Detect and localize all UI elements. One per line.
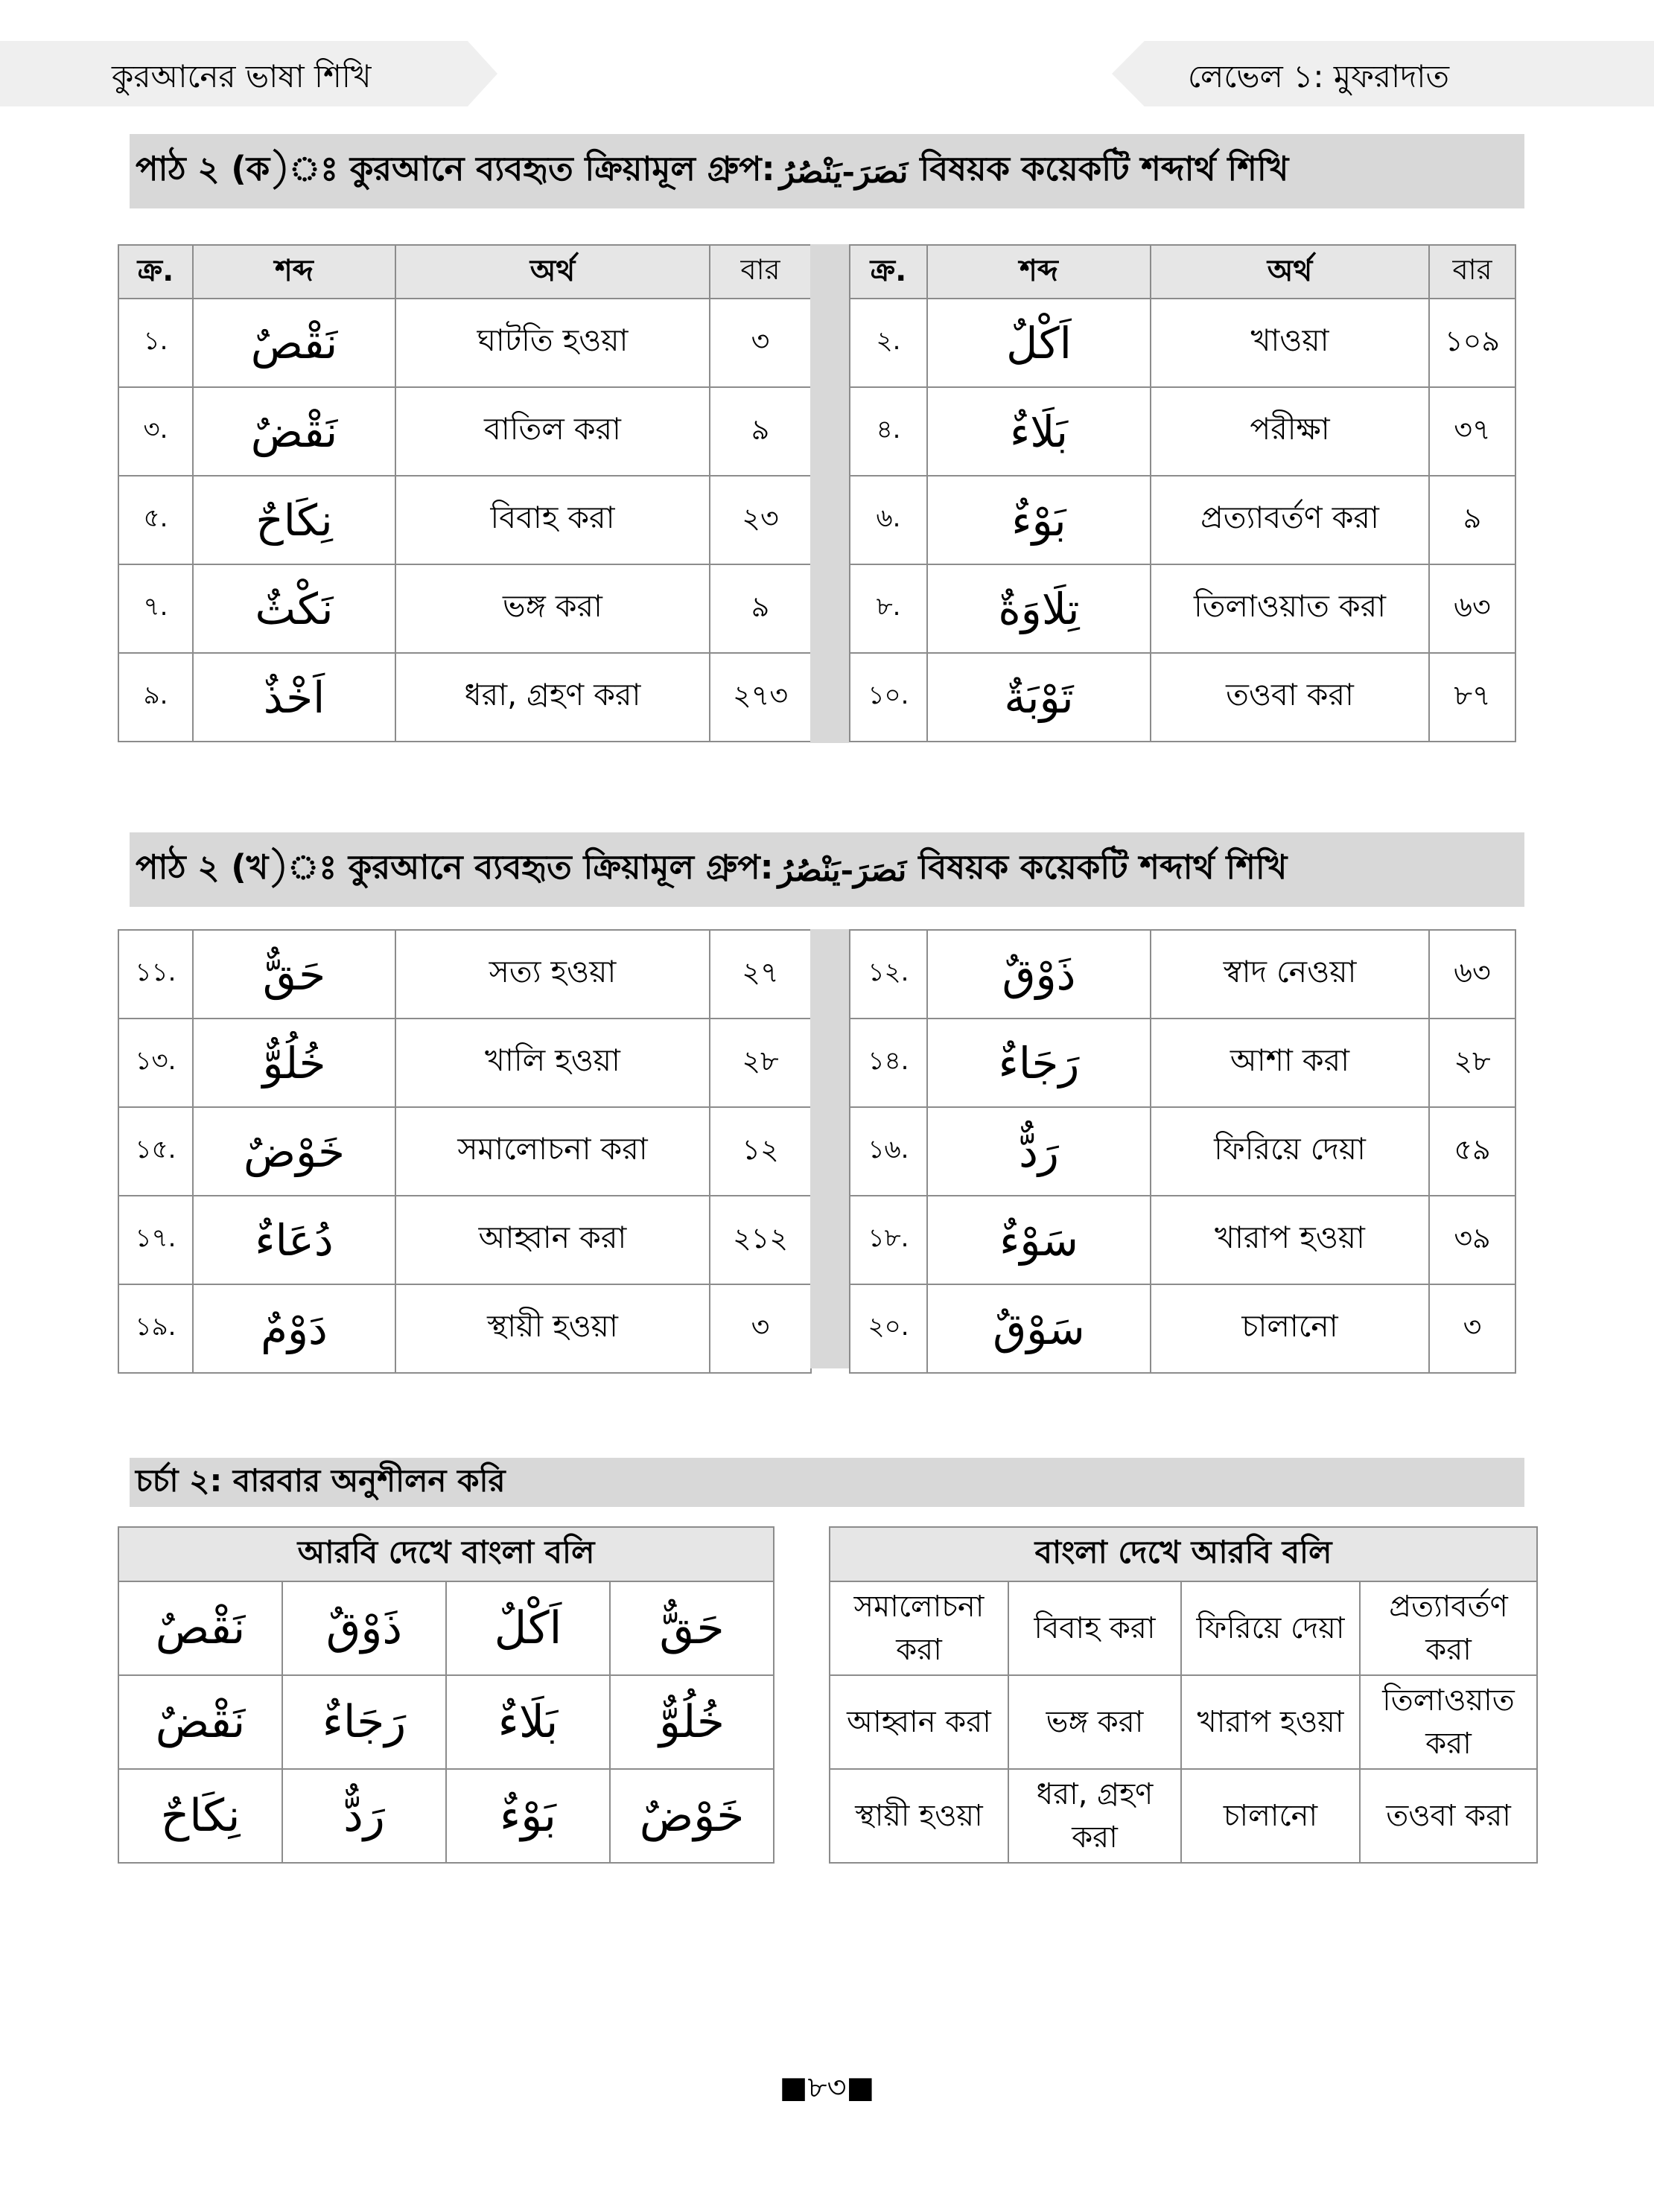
practice-bangla-meaning: আহ্বান করা	[830, 1675, 1008, 1769]
col-word-header: শব্দ	[927, 245, 1151, 299]
table-row	[850, 387, 1515, 476]
bangla-meaning: সত্য হওয়া	[395, 930, 710, 1019]
section-a-title-suffix: বিষয়ক কয়েকটি শব্দার্থ শিখি	[920, 148, 1289, 188]
occurrence-count: ৬৩	[1429, 930, 1515, 1019]
arabic-word: بَوْءٌ	[927, 476, 1151, 564]
arabic-word: تَوْبَةٌ	[927, 653, 1151, 742]
bangla-meaning: খারাপ হওয়া	[1151, 1196, 1429, 1284]
arabic-to-bangla-heading: আরবি দেখে বাংলা বলি	[118, 1527, 774, 1581]
occurrence-count: ২৮	[710, 1019, 811, 1107]
table-row	[850, 564, 1515, 653]
practice-arabic-word: حَقٌّ	[610, 1581, 774, 1675]
arabic-word: اَخْذٌ	[193, 653, 395, 742]
serial-number: ৩.	[118, 387, 193, 476]
table-row	[850, 1107, 1515, 1196]
occurrence-count: ৩৭	[1429, 387, 1515, 476]
occurrence-count: ২১২	[710, 1196, 811, 1284]
table-row	[850, 930, 1515, 1019]
practice-bangla-meaning: সমালোচনা করা	[830, 1581, 1008, 1675]
practice-bangla-meaning: তওবা করা	[1360, 1769, 1537, 1863]
practice-arabic-word: اَكْلٌ	[446, 1581, 610, 1675]
occurrence-count: ৮৭	[1429, 653, 1515, 742]
serial-number: ৪.	[850, 387, 927, 476]
arabic-word: بَلَاءٌ	[927, 387, 1151, 476]
section-b-right-table	[849, 929, 1516, 1374]
bangla-meaning: ফিরিয়ে দেয়া	[1151, 1107, 1429, 1196]
occurrence-count: ২৮	[1429, 1019, 1515, 1107]
table-row	[118, 1581, 774, 1675]
bangla-meaning: বাতিল করা	[395, 387, 710, 476]
page-number: ■৮৩■	[779, 2071, 875, 2105]
table-row	[830, 1581, 1537, 1675]
practice-bangla-meaning: ফিরিয়ে দেয়া	[1181, 1581, 1360, 1675]
practice-bangla-meaning: ধরা, গ্রহণ করা	[1008, 1769, 1181, 1863]
occurrence-count: ১২	[710, 1107, 811, 1196]
table-row	[850, 1284, 1515, 1373]
level-title: লেভেল ১: মুফরাদাত	[1188, 58, 1449, 95]
arabic-word: رَدٌّ	[927, 1107, 1151, 1196]
section-b-title-suffix: বিষয়ক কয়েকটি শব্দার্থ শিখি	[918, 847, 1288, 887]
arabic-word: خَوْضٌ	[193, 1107, 395, 1196]
occurrence-count: ৫৯	[1429, 1107, 1515, 1196]
col-meaning-header: অর্থ	[1151, 245, 1429, 299]
bangla-meaning: বিবাহ করা	[395, 476, 710, 564]
practice-arabic-word: نَقْصٌ	[118, 1581, 282, 1675]
table-row	[118, 564, 811, 653]
practice-bangla-meaning: বিবাহ করা	[1008, 1581, 1181, 1675]
occurrence-count: ৯	[710, 387, 811, 476]
col-meaning-header: অর্থ	[395, 245, 710, 299]
table-row	[118, 476, 811, 564]
practice-arabic-word: ذَوْقٌ	[282, 1581, 446, 1675]
bangla-meaning: ঘাটতি হওয়া	[395, 299, 710, 387]
serial-number: ১০.	[850, 653, 927, 742]
arabic-word: نَقْصٌ	[193, 299, 395, 387]
practice-arabic-word: نَقْضٌ	[118, 1675, 282, 1769]
col-serial-header: ক্র.	[850, 245, 927, 299]
arabic-word: حَقٌّ	[193, 930, 395, 1019]
bangla-meaning: স্থায়ী হওয়া	[395, 1284, 710, 1373]
occurrence-count: ২৭৩	[710, 653, 811, 742]
table-row	[118, 1284, 811, 1373]
serial-number: ১৫.	[118, 1107, 193, 1196]
col-count-header: বার	[1429, 245, 1515, 299]
practice-bangla-meaning: স্থায়ী হওয়া	[830, 1769, 1008, 1863]
serial-number: ২০.	[850, 1284, 927, 1373]
serial-number: ১১.	[118, 930, 193, 1019]
arabic-word: اَكْلٌ	[927, 299, 1151, 387]
occurrence-count: ৩৯	[1429, 1196, 1515, 1284]
practice-bangla-meaning: তিলাওয়াত করা	[1360, 1675, 1537, 1769]
bangla-meaning: আহ্বান করা	[395, 1196, 710, 1284]
arabic-word: دَوْمٌ	[193, 1284, 395, 1373]
bangla-to-arabic-table	[829, 1526, 1538, 1864]
serial-number: ৯.	[118, 653, 193, 742]
section-b-title-prefix: পাঠ ২ (খ)ঃ কুরআনে ব্যবহৃত ক্রিয়ামূল গ্রুপ:	[136, 847, 774, 887]
practice-bangla-meaning: ভঙ্গ করা	[1008, 1675, 1181, 1769]
practice-arabic-word: رَدٌّ	[282, 1769, 446, 1863]
table-row	[850, 476, 1515, 564]
practice-arabic-word: نِكَاحٌ	[118, 1769, 282, 1863]
table-row	[118, 930, 811, 1019]
occurrence-count: ৯	[1429, 476, 1515, 564]
section-a-left-table	[118, 244, 812, 742]
table-row	[118, 387, 811, 476]
serial-number: ২.	[850, 299, 927, 387]
bangla-meaning: খাওয়া	[1151, 299, 1429, 387]
serial-number: ১৪.	[850, 1019, 927, 1107]
serial-number: ১৭.	[118, 1196, 193, 1284]
practice-bangla-meaning: প্রত্যাবর্তণ করা	[1360, 1581, 1537, 1675]
table-row	[118, 653, 811, 742]
occurrence-count: ১০৯	[1429, 299, 1515, 387]
practice-bangla-meaning: চালানো	[1181, 1769, 1360, 1863]
practice-title: চর্চা ২: বারবার অনুশীলন করি	[130, 1458, 1524, 1507]
practice-bangla-meaning: খারাপ হওয়া	[1181, 1675, 1360, 1769]
table-row	[118, 1769, 774, 1863]
serial-number: ৮.	[850, 564, 927, 653]
col-count-header: বার	[710, 245, 811, 299]
arabic-word: تِلَاوَةٌ	[927, 564, 1151, 653]
table-row	[118, 299, 811, 387]
arabic-word: نَقْضٌ	[193, 387, 395, 476]
serial-number: ৭.	[118, 564, 193, 653]
table-row	[118, 1107, 811, 1196]
table-divider	[810, 929, 849, 1368]
section-a-title	[130, 134, 1524, 208]
serial-number: ১২.	[850, 930, 927, 1019]
section-b-title	[130, 832, 1524, 907]
occurrence-count: ৯	[710, 564, 811, 653]
table-row	[850, 299, 1515, 387]
occurrence-count: ৬৩	[1429, 564, 1515, 653]
col-serial-header: ক্র.	[118, 245, 193, 299]
table-row	[830, 1675, 1537, 1769]
serial-number: ১৩.	[118, 1019, 193, 1107]
col-word-header: শব্দ	[193, 245, 395, 299]
bangla-meaning: তওবা করা	[1151, 653, 1429, 742]
occurrence-count: ২৩	[710, 476, 811, 564]
arabic-word: ذَوْقٌ	[927, 930, 1151, 1019]
serial-number: ১৮.	[850, 1196, 927, 1284]
bangla-meaning: খালি হওয়া	[395, 1019, 710, 1107]
arabic-word: رَجَاءٌ	[927, 1019, 1151, 1107]
serial-number: ১.	[118, 299, 193, 387]
occurrence-count: ২৭	[710, 930, 811, 1019]
arabic-word: خُلُوٌّ	[193, 1019, 395, 1107]
table-row	[850, 1196, 1515, 1284]
table-row	[830, 1769, 1537, 1863]
section-b-left-table	[118, 929, 812, 1374]
arabic-word: نَكْثٌ	[193, 564, 395, 653]
occurrence-count: ৩	[1429, 1284, 1515, 1373]
section-a-title-prefix: পাঠ ২ (ক)ঃ কুরআনে ব্যবহৃত ক্রিয়ামূল গ্রুপ:	[136, 148, 775, 188]
bangla-meaning: সমালোচনা করা	[395, 1107, 710, 1196]
table-row	[118, 1675, 774, 1769]
bangla-meaning: পরীক্ষা	[1151, 387, 1429, 476]
serial-number: ১৬.	[850, 1107, 927, 1196]
practice-arabic-word: خُلُوٌّ	[610, 1675, 774, 1769]
arabic-word: دُعَاءٌ	[193, 1196, 395, 1284]
table-row	[118, 1019, 811, 1107]
bangla-to-arabic-heading: বাংলা দেখে আরবি বলি	[830, 1527, 1537, 1581]
serial-number: ৫.	[118, 476, 193, 564]
arabic-to-bangla-table	[118, 1526, 774, 1864]
occurrence-count: ৩	[710, 1284, 811, 1373]
bangla-meaning: চালানো	[1151, 1284, 1429, 1373]
table-row	[850, 653, 1515, 742]
serial-number: ১৯.	[118, 1284, 193, 1373]
practice-arabic-word: خَوْضٌ	[610, 1769, 774, 1863]
section-b-title-arabic: نَصَرَ-يَنْصُرُ	[777, 851, 907, 888]
arabic-word: سَوْءٌ	[927, 1196, 1151, 1284]
practice-arabic-word: بَوْءٌ	[446, 1769, 610, 1863]
practice-arabic-word: بَلَاءٌ	[446, 1675, 610, 1769]
bangla-meaning: ভঙ্গ করা	[395, 564, 710, 653]
section-a-right-table	[849, 244, 1516, 742]
table-row	[118, 1196, 811, 1284]
bangla-meaning: ধরা, গ্রহণ করা	[395, 653, 710, 742]
serial-number: ৬.	[850, 476, 927, 564]
bangla-meaning: তিলাওয়াত করা	[1151, 564, 1429, 653]
bangla-meaning: স্বাদ নেওয়া	[1151, 930, 1429, 1019]
practice-arabic-word: رَجَاءٌ	[282, 1675, 446, 1769]
table-divider	[810, 244, 849, 743]
bangla-meaning: আশা করা	[1151, 1019, 1429, 1107]
section-a-title-arabic: نَصَرَ-يَنْصُرُ	[779, 153, 909, 190]
book-title: কুরআনের ভাষা শিখি	[112, 58, 372, 95]
arabic-word: نِكَاحٌ	[193, 476, 395, 564]
bangla-meaning: প্রত্যাবর্তণ করা	[1151, 476, 1429, 564]
arabic-word: سَوْقٌ	[927, 1284, 1151, 1373]
occurrence-count: ৩	[710, 299, 811, 387]
table-row	[850, 1019, 1515, 1107]
